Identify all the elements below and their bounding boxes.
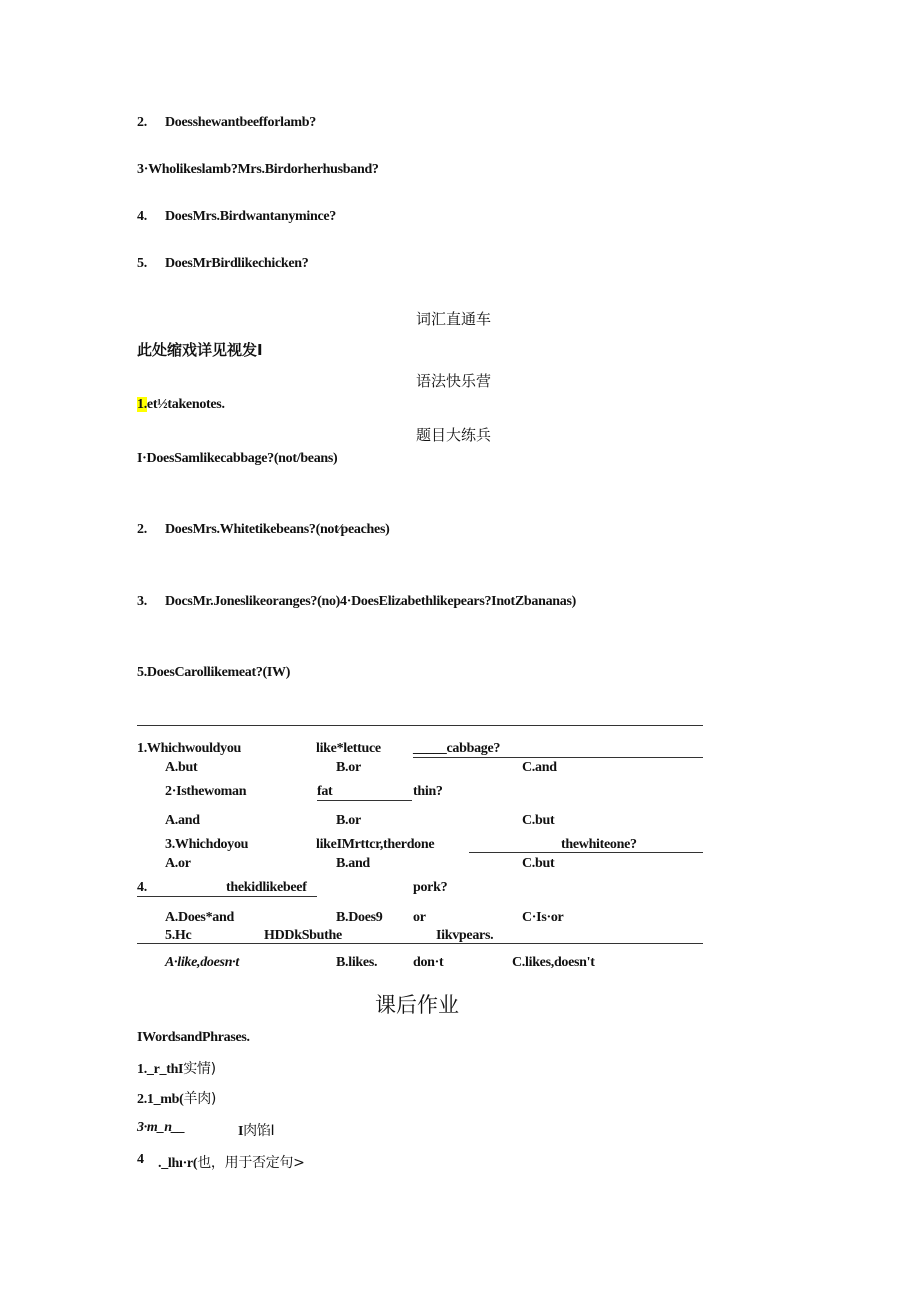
question-number: 4. <box>137 209 147 224</box>
mcq-question: likeIMrttcr,therdone <box>316 837 435 852</box>
question-text: DoesMrBirdlikechicken? <box>165 256 309 271</box>
mcq-question: HDDkSbuthe <box>264 928 342 943</box>
words-title: IWordsandPhrases. <box>137 1030 250 1045</box>
question-text: DoesMrs.Birdwantanymince? <box>165 209 336 224</box>
word-blank: 1._r_thI <box>137 1062 184 1077</box>
mcq-question: 2·Isthewoman <box>165 784 247 799</box>
video-note: 此处缩戏详见视发I <box>137 341 263 359</box>
question-text: Doesshewantbeefforlamb? <box>165 115 316 130</box>
question-number: 2. <box>137 522 147 537</box>
option: B.likes. <box>336 955 378 970</box>
word-meaning: 实情) <box>183 1061 216 1077</box>
word-item <box>137 1088 216 1108</box>
option: C.and <box>522 760 557 775</box>
word-item <box>238 1120 274 1140</box>
highlighted-number: 1. <box>137 397 147 412</box>
option: A.and <box>165 813 200 828</box>
question-number: 5. <box>137 256 147 271</box>
word-item <box>137 1058 216 1078</box>
option: B.or <box>336 813 361 828</box>
word-meaning: 羊肉) <box>183 1091 217 1107</box>
mcq-question: Iikvpears. <box>436 928 494 943</box>
option: or <box>413 910 426 925</box>
option: A.but <box>165 760 198 775</box>
practice-question: DocsMr.Joneslikeoranges?(no)4·DoesElizabethlikepears?InotZbananas) <box>165 594 576 609</box>
word-blank: 3·m_n__ <box>137 1120 186 1135</box>
section-heading-grammar: 语法快乐营 <box>416 372 492 390</box>
mcq-question: 5.Hc <box>165 928 192 943</box>
answer-line <box>317 800 412 801</box>
word-paren: I <box>238 1124 244 1139</box>
word-item <box>158 1152 305 1172</box>
practice-question: 5.DoesCarollikemeat?(IW) <box>137 665 291 680</box>
option: C.but <box>522 856 555 871</box>
option: A.Does*and <box>165 910 234 925</box>
word-meaning: 也，用于否定句> <box>197 1155 305 1171</box>
notes-text: et½takenotes. <box>146 397 225 412</box>
option: B.Does9 <box>336 910 383 925</box>
option: C.likes,doesn't <box>512 955 595 970</box>
homework-heading: 课后作业 <box>375 993 459 1017</box>
mcq-question: thin? <box>413 784 443 799</box>
section-heading-practice: 题目大练兵 <box>416 426 492 444</box>
word-blank: ._lhı·r( <box>158 1156 198 1171</box>
mcq-question: 1.Whichwouldyou <box>137 741 242 756</box>
option: don·t <box>413 955 444 970</box>
answer-line <box>137 943 703 944</box>
option: A·like,doesn·t <box>165 955 239 970</box>
mcq-question: pork? <box>413 880 448 895</box>
mcq-question: 3.Whichdoyou <box>165 837 249 852</box>
question-number: 3. <box>137 594 147 609</box>
option: B.or <box>336 760 361 775</box>
section-heading-vocab: 词汇直通车 <box>416 310 492 328</box>
option: C.but <box>522 813 555 828</box>
word-blank: 2.1_mb( <box>137 1092 184 1107</box>
mcq-question: thewhiteone? <box>561 837 637 852</box>
practice-question: I·DoesSamlikecabbage?(not/beans) <box>137 451 338 466</box>
notes-line <box>137 397 225 413</box>
question-number: 2. <box>137 115 147 130</box>
mcq-question: 4. <box>137 880 147 895</box>
question-number: 4 <box>137 1152 144 1167</box>
option: B.and <box>336 856 370 871</box>
option: C·Is·or <box>522 910 564 925</box>
mcq-question: like*lettuce <box>316 741 381 756</box>
mcq-question: thekidlikebeef <box>226 880 307 895</box>
answer-line <box>137 896 317 897</box>
practice-question: DoesMrs.Whitetikebeans?(not⁄peaches) <box>165 522 390 537</box>
word-meaning: 肉馅I <box>243 1123 275 1139</box>
answer-line <box>413 757 703 758</box>
mcq-question: _____cabbage? <box>413 741 501 756</box>
question-text: 3·Wholikeslamb?Mrs.Birdorherhusband? <box>137 162 379 177</box>
option: A.or <box>165 856 191 871</box>
divider <box>137 725 703 726</box>
mcq-question: fat <box>317 784 333 799</box>
